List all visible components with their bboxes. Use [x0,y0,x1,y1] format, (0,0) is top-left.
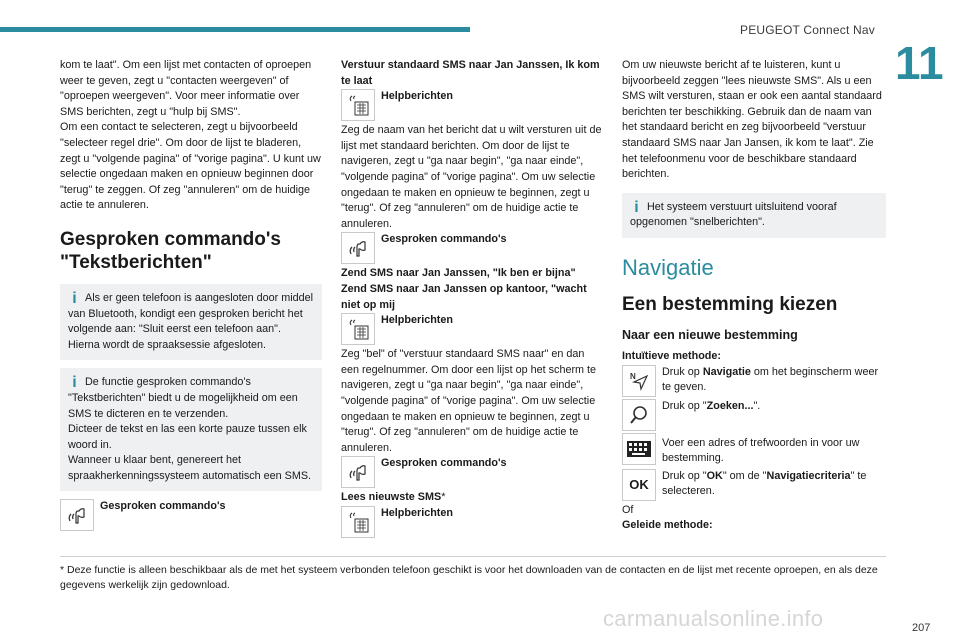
choose-destination-heading: Een bestemming kiezen [622,293,838,315]
note-text: De functie gesproken commando's "Tekstberichten" biedt u de mogelijkheid om een SMS te dicteren en te verzenden. [68,376,298,420]
col1-intro2: Om een contact te selecteren, zegt u bijvoorbeeld "selecteer regel drie". Om door de lijst te bladeren, zegt u "volgende pagina" of "vorige pagina". U kunt uw selectie ongedaan maken en opnieuw beginnen door "terug" te zeggen. Of zeg "annuleren" om de huidige actie te annuleren. [60,121,321,212]
guided-method-label: Geleide methode: [622,519,713,532]
info-icon: i [72,289,77,307]
voice-command-label: Gesproken commando's [381,233,507,246]
top-accent-bar [0,27,470,32]
text: Navigatiecriteria [766,469,851,482]
command-4 [341,490,603,506]
help-messages-icon [341,313,375,345]
step-3 [622,433,886,467]
step-text [662,399,760,431]
text: Zoeken... [706,399,754,412]
voice-command-label: Gesproken commando's [100,500,226,513]
header-title: PEUGEOT Connect Nav [740,23,875,37]
step-2 [622,399,886,431]
info-icon: i [72,374,77,392]
help-text-1: Zeg de naam van het bericht dat u wilt versturen uit de lijst met standaard berichten. Om door de lijst te navigeren, zegt u "ga naar begin", "ga naar einde", "volgende pagina" of "vorige pagina". Om uw selectie ongedaan te maken en opnieuw te beginnen, zegt u "terug". Of zeg "annuleren" om de huidige actie te annuleren. [341,124,602,230]
note-text: Het systeem verstuurt uitsluitend vooraf opgenomen "snelberichten". [630,200,837,229]
info-icon: i [634,198,639,216]
voice-command-label: Gesproken commando's [381,457,507,470]
col3-intro: Om uw nieuwste bericht af te luisteren, kunt u bijvoorbeeld zeggen "lees nieuwste SMS". Als u een SMS wilt versturen, staan er ook een aantal standaard berichten ter beschikking. Gebruik dan de naam van het standaard bericht en zeg bijvoorbeeld "verstuur standaard SMS naar Jan Jansen, ik kom te laat". Zie het telefoonmenu voor de beschikbare standaard berichten. [622,59,882,181]
voice-command-icon [341,456,375,488]
keyboard-icon [622,433,656,465]
note-text: Wanneer u klaar bent, genereert het spraakherkenningssysteem automatisch een SMS. [68,454,312,482]
voice-command-icon [341,232,375,264]
text: Druk op " [662,399,707,412]
step-4 [622,469,886,501]
footnote: * Deze functie is alleen beschikbaar als de met het systeem verbonden telefoon geschikt is voor het downloaden van de contacten en de lijst met recente oproepen, en als deze gegevens werkelijk zijn gedownload. [60,564,878,591]
voice-command-icon [60,499,94,531]
navigation-heading: Navigatie [622,254,714,280]
or-label: Of [622,503,634,516]
new-destination-heading: Naar een nieuwe bestemming [622,327,798,342]
footnote-divider [60,556,886,557]
step-text [662,469,886,501]
text: Druk op [662,365,703,378]
help-label: Helpberichten [381,314,453,327]
text: " om de " [722,469,767,482]
note-text: Als er geen telefoon is aangesloten door middel van Bluetooth, kondigt een gesproken bericht het volgende aan: "Sluit eerst een telefoon aan". Hierna wordt de spraaksessie afgesloten. [68,291,314,351]
text: " te selecteren. [662,469,867,498]
svg-text:N: N [630,371,636,381]
info-note-1 [60,284,322,360]
intuitive-method-label: Intuïtieve methode: [622,349,721,362]
info-note-3 [622,193,886,238]
step-text: Voer een adres of trefwoorden in voor uw bestemming. [662,436,860,465]
col1-intro: kom te laat". Om een lijst met contacten of oproepen weer te geven, zegt u "contacten weergeven" of "oproepen weergeven". Voor meer informatie over SMS berichten, zegt u "hulp bij SMS". [60,59,312,118]
note-text: Dicteer de tekst en las een korte pauze tussen elk woord in. [68,423,307,451]
help-label: Helpberichten [381,90,453,103]
step-1 [622,365,886,397]
text: om het beginscherm weer te geven. [662,365,879,394]
command-2: Zend SMS naar Jan Janssen, "Ik ben er bijna" [341,267,576,280]
ok-button-icon: OK [622,469,656,501]
text: Druk op " [662,469,707,482]
help-row-2 [341,313,603,345]
help-messages-icon [341,506,375,538]
voice-row-1 [341,232,603,264]
column-1 [60,58,322,533]
command-3: Zend SMS naar Jan Janssen op kantoor, "wacht niet op mij [341,282,587,311]
help-label: Helpberichten [381,506,453,519]
search-icon [622,399,656,431]
watermark: carmanualsonline.info [603,606,824,631]
chapter-number: 11 [895,37,944,89]
section-heading-sms: Gesproken commando's "Tekstberichten" [60,228,281,273]
navigation-arrow-icon [622,365,656,397]
page-number: 207 [912,622,931,634]
help-text-2: Zeg "bel" of "verstuur standaard SMS naar" en dan een regelnummer. Om door een lijst op het scherm te navigeren, zegt u "ga naar begin", "ga naar einde", "volgende pagina" of "vorige pagina". Om uw selectie ongedaan te maken en opnieuw te beginnen, zegt u "terug". Of zeg "annuleren" om de huidige actie te annuleren. [341,348,597,454]
footnote-marker: * [441,491,446,504]
help-messages-icon [341,89,375,121]
help-row-3 [341,506,603,538]
info-note-2 [60,368,322,491]
column-2 [341,58,603,540]
text: Navigatie [702,365,751,378]
step-text [662,365,886,397]
voice-row-2 [341,456,603,488]
column-3 [622,58,886,534]
command-1: Verstuur standaard SMS naar Jan Janssen, Ik kom te laat [341,59,600,87]
text: OK [706,469,723,482]
command-4-text: Lees nieuwste SMS [341,491,442,504]
voice-command-row [60,499,322,531]
help-row-1 [341,89,603,121]
text: ". [753,399,761,412]
